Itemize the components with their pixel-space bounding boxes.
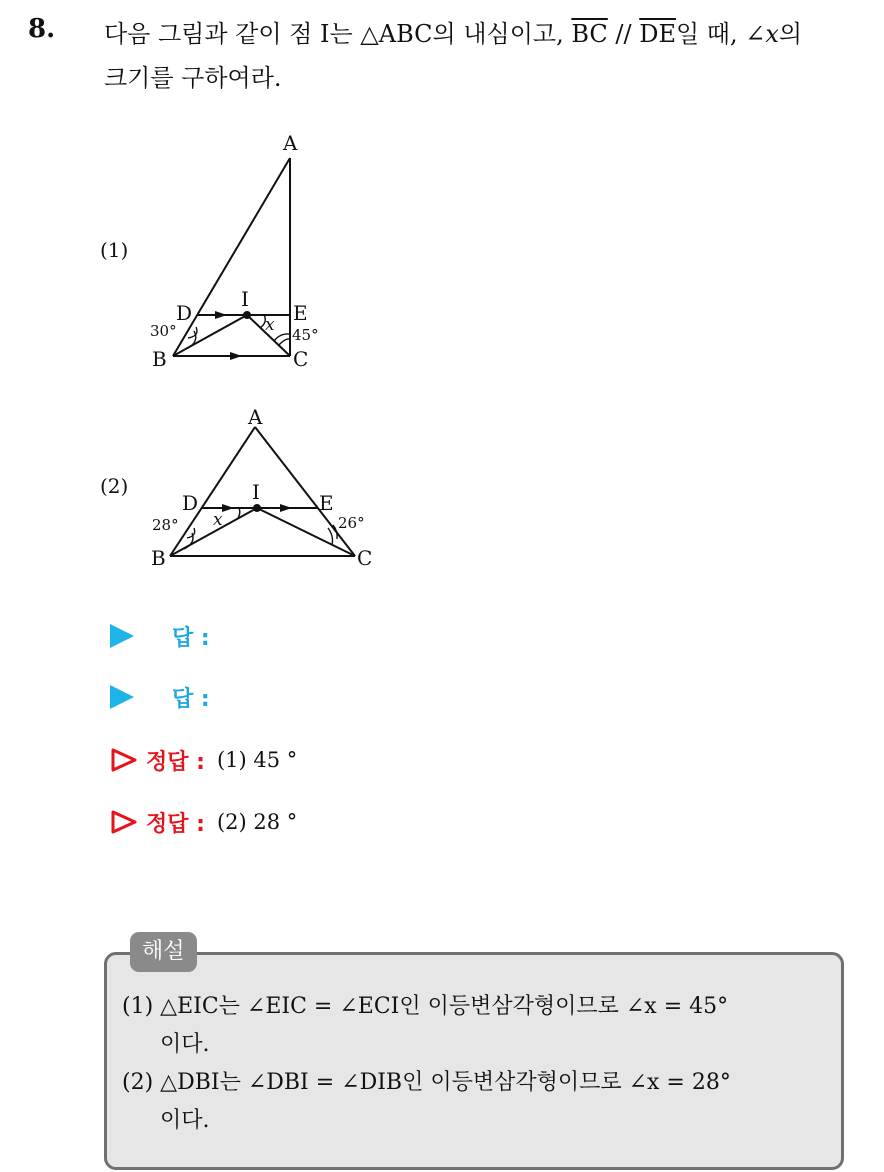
solution-box (104, 952, 844, 1170)
figure1-diagram (140, 130, 350, 380)
answer-label: 답 : (172, 625, 210, 651)
answer-row-2 (110, 679, 210, 715)
play-icon (110, 685, 134, 709)
correct-answer-value-2: (2) 28 ° (216, 810, 298, 834)
variable-x: x (765, 20, 779, 48)
figure2-point-b: B (151, 546, 166, 570)
solution-line-2: 이다. (160, 1032, 210, 1057)
parallel-symbol: // (607, 20, 640, 48)
play-outline-icon (110, 809, 138, 835)
figure1-point-a: A (283, 131, 298, 155)
question-line1-b: 일 때, ∠ (675, 20, 766, 48)
solution-line-4: 이다. (160, 1108, 210, 1133)
question-line1-c: 의 (778, 20, 803, 48)
figure2-diagram (140, 400, 390, 580)
figure1-angle-c: 45° (292, 326, 319, 344)
figure1-point-c: C (293, 347, 309, 371)
figure1-point-d: D (176, 301, 193, 325)
figure1-point-b: B (152, 347, 167, 371)
play-outline-icon (110, 747, 138, 773)
segment-bc: $\overline{BC}$ (571, 20, 608, 48)
figure2-point-c: C (357, 546, 373, 570)
segment-de: $\overline{DE}$ (639, 20, 676, 48)
correct-answer-row-1 (110, 742, 297, 778)
figure1-angle-b: 30° (150, 322, 177, 340)
figure1-label: (1) (100, 238, 129, 262)
figure2-point-i: I (252, 480, 260, 504)
play-icon (110, 624, 134, 648)
figure2-point-d: D (182, 491, 199, 515)
figure1-angle-x: x (265, 315, 275, 335)
answer-row-1 (110, 618, 210, 654)
figure2-point-a: A (248, 405, 263, 429)
figure2-point-e: E (319, 491, 334, 515)
figure2-angle-b: 28° (152, 516, 179, 534)
answer-label: 답 : (172, 686, 210, 712)
solution-tag: 해설 (130, 932, 197, 972)
correct-answer-label: 정답 : (146, 749, 205, 775)
question-line2: 크기를 구하여라. (104, 64, 282, 92)
figure2-label: (2) (100, 474, 129, 498)
correct-answer-value-1: (1) 45 ° (216, 748, 298, 772)
figure2-angle-c: 26° (338, 514, 365, 532)
correct-answer-label: 정답 : (146, 811, 205, 837)
figure1-point-i: I (241, 287, 249, 311)
question-text (104, 12, 874, 100)
question-number: 8. (28, 14, 56, 44)
figure1-point-e: E (293, 301, 308, 325)
correct-answer-row-2 (110, 804, 297, 840)
question-line1-a: 다음 그림과 같이 점 I는 △ABC의 내심이고, (104, 20, 572, 48)
solution-line-3: (2) △DBI는 ∠DBI = ∠DIB인 이등변삼각형이므로 ∠x = 28° (122, 1070, 731, 1095)
solution-line-1: (1) △EIC는 ∠EIC = ∠ECI인 이등변삼각형이므로 ∠x = 45° (122, 994, 729, 1019)
figure2-angle-x: x (213, 510, 223, 530)
